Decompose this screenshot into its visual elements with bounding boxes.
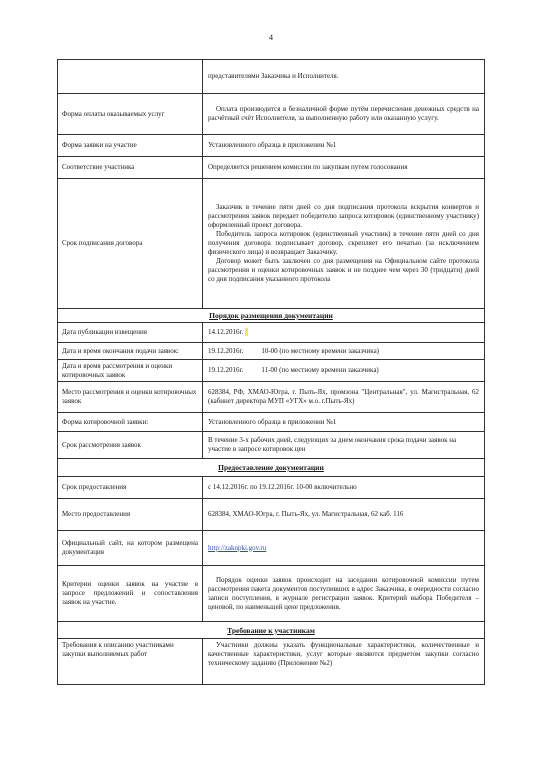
section-header: Требование к участникам — [57, 622, 485, 639]
row-label: Соответствие участника — [58, 157, 203, 178]
row-label: Форма оплаты оказываемых услуг — [58, 94, 203, 134]
row-value: представителями Заказчика и Исполнителя. — [208, 72, 339, 80]
row-label: Место предоставления — [58, 499, 203, 530]
table-row — [57, 432, 485, 459]
table-row — [57, 323, 485, 343]
row-label: Дата и время окончания подачи заявок: — [58, 343, 203, 359]
table-row — [57, 382, 485, 413]
row-value: 19.12.2016г. 10-00 (по местному времени заказчика) — [208, 346, 380, 355]
row-label: Дата публикации извещения — [58, 323, 203, 342]
table-row — [57, 531, 485, 566]
table-row — [57, 343, 485, 360]
row-value — [203, 531, 484, 565]
tender-table — [57, 59, 485, 685]
row-value: В течение 3-х рабочих дней, следующих за днем окончания срока подачи заявок на участие в запросе котировок цен — [208, 436, 457, 453]
row-label: Официальный сайт, на котором размещена документация — [58, 531, 203, 565]
row-label: Срок предоставления — [58, 477, 203, 498]
table-row — [57, 135, 485, 157]
row-label: Срок подписания договора — [58, 179, 203, 308]
section-header: Порядок размещения документации — [57, 309, 485, 323]
paragraph: Заказчик в течение пяти дней со дня подписания протокола вскрытия конвертов и рассмотрения заявок передает победителю запроса котировок (единственному участнику) оформленный проект договора. — [208, 203, 479, 229]
table-row — [57, 360, 485, 382]
row-label: Место рассмотрения и оценки котировочных заявок — [58, 382, 203, 412]
table-row — [57, 477, 485, 499]
table-row — [57, 157, 485, 179]
table-row — [57, 179, 485, 309]
table-row — [57, 413, 485, 432]
paragraph: Договор может быть заключен со дня размещения на Официальном сайте протокола рассмотрения и оценки котировочных заявок и не позднее чем через 30 (тридцати) дней со дня подписания указанного протокола — [208, 257, 479, 283]
row-value: 19.12.2016г. 11-00 (по местному времени заказчика) — [208, 366, 379, 374]
row-value: 14.12.2016г. — [203, 323, 484, 342]
table-row — [57, 499, 485, 531]
text-cursor-marker — [245, 328, 248, 336]
row-label: Форма заявки на участие — [58, 135, 203, 156]
table-row — [57, 639, 485, 685]
table-row — [57, 94, 485, 135]
row-value: Определяется решением комиссии по закупкам путем голосования — [208, 163, 408, 171]
row-label — [58, 60, 203, 93]
row-value: Установленного образца в приложении №1 — [208, 417, 337, 426]
table-row — [57, 59, 485, 94]
row-label: Дата и время рассмотрения и оценки котировочных заявок — [58, 360, 203, 381]
row-value: Участники должны указать функциональные характеристики, количественные и качественные характеристики, услуг которые являются предметом закупки согласно техническому заданию (Приложение №2) — [208, 641, 479, 667]
page-number: 4 — [269, 33, 273, 42]
row-label: Критерии оценки заявок на участие в запросе предложений и сопоставления заявок на участие. — [58, 566, 203, 621]
row-value: Установленного образца в приложении №1 — [208, 141, 337, 149]
row-label: Срок рассмотрения заявок — [58, 432, 203, 458]
row-value: Оплата производится в безналичной форме путём перечисления денежных средств на расчётный счёт Исполнителя, за выполненную работу или оказанную услугу. — [208, 105, 479, 122]
row-value: с 14.12.2016г. по 19.12.2016г. 10-00 включительно — [208, 483, 357, 491]
row-value: 628384, ХМАО-Югра, г. Пыть-Ях, ул. Магистральная, 62 каб. 116 — [208, 510, 404, 518]
official-site-link[interactable]: http://zakupki.gov.ru — [208, 543, 267, 552]
paragraph: Победитель запроса котировок (единственный участник) в течение пяти дней со дня получения договора подписывает договор, скрепляет его печатью (за исключением физического лица) и возвращает Заказчику. — [208, 230, 479, 256]
row-label: Требования к описанию участниками закупки выполняемых работ — [58, 639, 203, 684]
row-value: Порядок оценки заявок происходит на заседании котировочной комиссии путем рассмотрения пакета документов поступивших в адрес Заказчика, в очередности согласно записи поступления, в журнале регистрации заявок. Критерий выбора Победителя – ценовой, по наименьшей цене предложения. — [208, 575, 479, 611]
row-label: Форма котировочной заявки: — [58, 413, 203, 431]
row-value — [203, 179, 484, 308]
section-header: Предоставление документации — [57, 459, 485, 477]
table-row — [57, 566, 485, 622]
row-value: 628384, РФ, ХМАО-Югра, г. Пыть-Ях, промзона "Центральная", ул. Магистральная, 62 (кабинет директора МУП «УГХ» м.о. г.Пыть-Ях) — [208, 388, 479, 405]
